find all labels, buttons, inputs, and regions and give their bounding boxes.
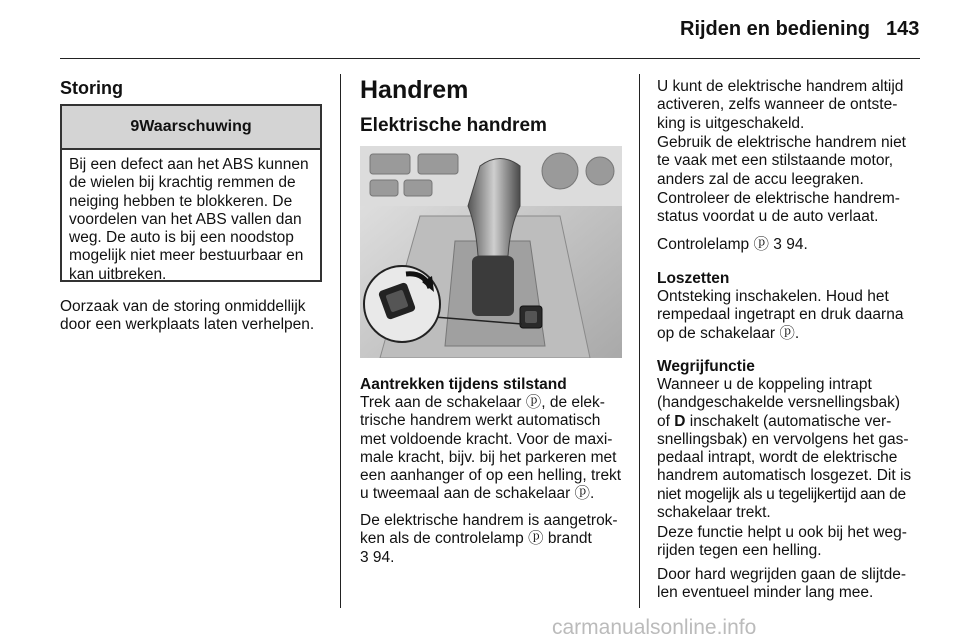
text-line: te vaak met een stilstaande motor,	[657, 152, 894, 170]
text-line: een aanhanger of op een helling, trekt	[360, 467, 622, 485]
col3-paragraph-3	[657, 190, 900, 227]
text-line: u tweemaal aan de schakelaar ⓟ.	[360, 485, 595, 503]
warning-line: voordelen van het ABS vallen dan	[69, 210, 302, 228]
section-heading-handrem: Handrem	[360, 76, 469, 104]
warning-line: neiging hebben te blokkeren. De	[69, 192, 293, 210]
loszetten-paragraph	[657, 288, 903, 343]
page-reference[interactable]: 3 94.	[360, 548, 395, 566]
text-line: activeren, zelfs wanneer de ontste-	[657, 96, 898, 114]
page-header-title: Rijden en bediening	[680, 18, 871, 40]
text-line: De elektrische handrem is aangetrok-	[360, 512, 618, 529]
gear-lever-illustration	[360, 146, 622, 358]
gear-position-d: D	[674, 412, 686, 430]
text-line: Controleer de elektrische handrem-	[657, 190, 900, 207]
text-line: ken als de controlelamp ⓟ brandt	[360, 530, 592, 548]
wegrijfunctie-paragraph	[657, 376, 911, 522]
text-line: status voordat u de auto verlaat.	[657, 208, 879, 226]
warning-line: weg. De auto is bij een noodstop	[69, 229, 294, 247]
watermark: carmanualsonline.info	[552, 616, 757, 639]
warning-box	[60, 104, 322, 282]
text-segment: inschakelt (automatische ver-	[685, 412, 892, 430]
wegrijfunctie-heading: Wegrijfunctie	[657, 358, 755, 375]
text-line: Door hard wegrijden gaan de slijtde-	[657, 566, 907, 583]
text-line: Wanneer u de koppeling intrapt	[657, 376, 872, 393]
text-line: rijden tegen een helling.	[657, 542, 822, 560]
text-segment: of	[657, 412, 675, 430]
warning-triangle-icon: 9	[130, 118, 140, 135]
warning-line: de wielen bij krachtig remmen de	[69, 174, 296, 192]
col3-paragraph-6	[657, 566, 906, 603]
col3-paragraph-1	[657, 78, 903, 133]
header-rule	[60, 58, 920, 59]
controlelamp-reference[interactable]: Controlelamp ⓟ 3 94.	[657, 236, 808, 253]
text-line: U kunt de elektrische handrem altijd	[657, 78, 904, 95]
column-divider-2	[639, 74, 640, 608]
warning-text	[62, 150, 320, 284]
col3-paragraph-2	[657, 134, 906, 189]
column-divider-1	[340, 74, 341, 608]
warning-line: Bij een defect aan het ABS kunnen	[69, 156, 309, 173]
text-line: anders zal de accu leegraken.	[657, 170, 864, 188]
text-line: Trek aan de schakelaar ⓟ, de elek-	[360, 394, 605, 411]
warning-title: Waarschuwing	[139, 118, 252, 135]
text-line: handrem automatisch losgezet. Dit is	[657, 467, 912, 485]
text-line: met voldoende kracht. Voor de maxi-	[360, 430, 613, 448]
text-line: (handgeschakelde versnellingsbak)	[657, 394, 900, 412]
warning-line: kan uitbreken.	[69, 265, 167, 283]
warning-header	[62, 106, 320, 150]
text-line: Ontsteking inschakelen. Houd het	[657, 288, 889, 305]
text-line: len eventueel minder lang mee.	[657, 584, 874, 602]
text-line: male kracht, bijv. bij het parkeren met	[360, 448, 617, 466]
text-line: door een werkplaats laten verhelpen.	[60, 316, 315, 334]
text-line: snellingsbak) en vervolgens het gas-	[657, 430, 909, 448]
aantrekken-paragraph	[360, 394, 621, 504]
page-number: 143	[886, 18, 920, 40]
subheading-elektrische-handrem: Elektrische handrem	[360, 115, 547, 136]
text-line: king is uitgeschakeld.	[657, 114, 805, 132]
text-line: schakelaar trekt.	[657, 504, 771, 522]
text-line: op de schakelaar ⓟ.	[657, 324, 800, 342]
col3-paragraph-5	[657, 524, 907, 561]
text-line: Gebruik de elektrische handrem niet	[657, 134, 906, 151]
storing-paragraph	[60, 298, 314, 335]
text-line: rempedaal ingetrapt en druk daarna	[657, 306, 904, 324]
text-line: Oorzaak van de storing onmiddellijk	[60, 298, 306, 315]
section-heading-storing: Storing	[60, 78, 123, 98]
warning-line: mogelijk niet meer bestuurbaar en	[69, 247, 304, 265]
text-line	[657, 413, 911, 431]
text-line: trische handrem werkt automatisch	[360, 412, 601, 430]
loszetten-heading: Loszetten	[657, 270, 730, 287]
handbrake-photo	[360, 146, 622, 358]
text-line: pedaal intrapt, wordt de elektrische	[657, 449, 898, 467]
aangetrokken-paragraph	[360, 512, 618, 567]
subheading-aantrekken: Aantrekken tijdens stilstand	[360, 376, 567, 393]
text-line: Deze functie helpt u ook bij het weg-	[657, 524, 907, 541]
text-line: niet mogelijk als u tegelijkertijd aan de	[657, 485, 906, 503]
